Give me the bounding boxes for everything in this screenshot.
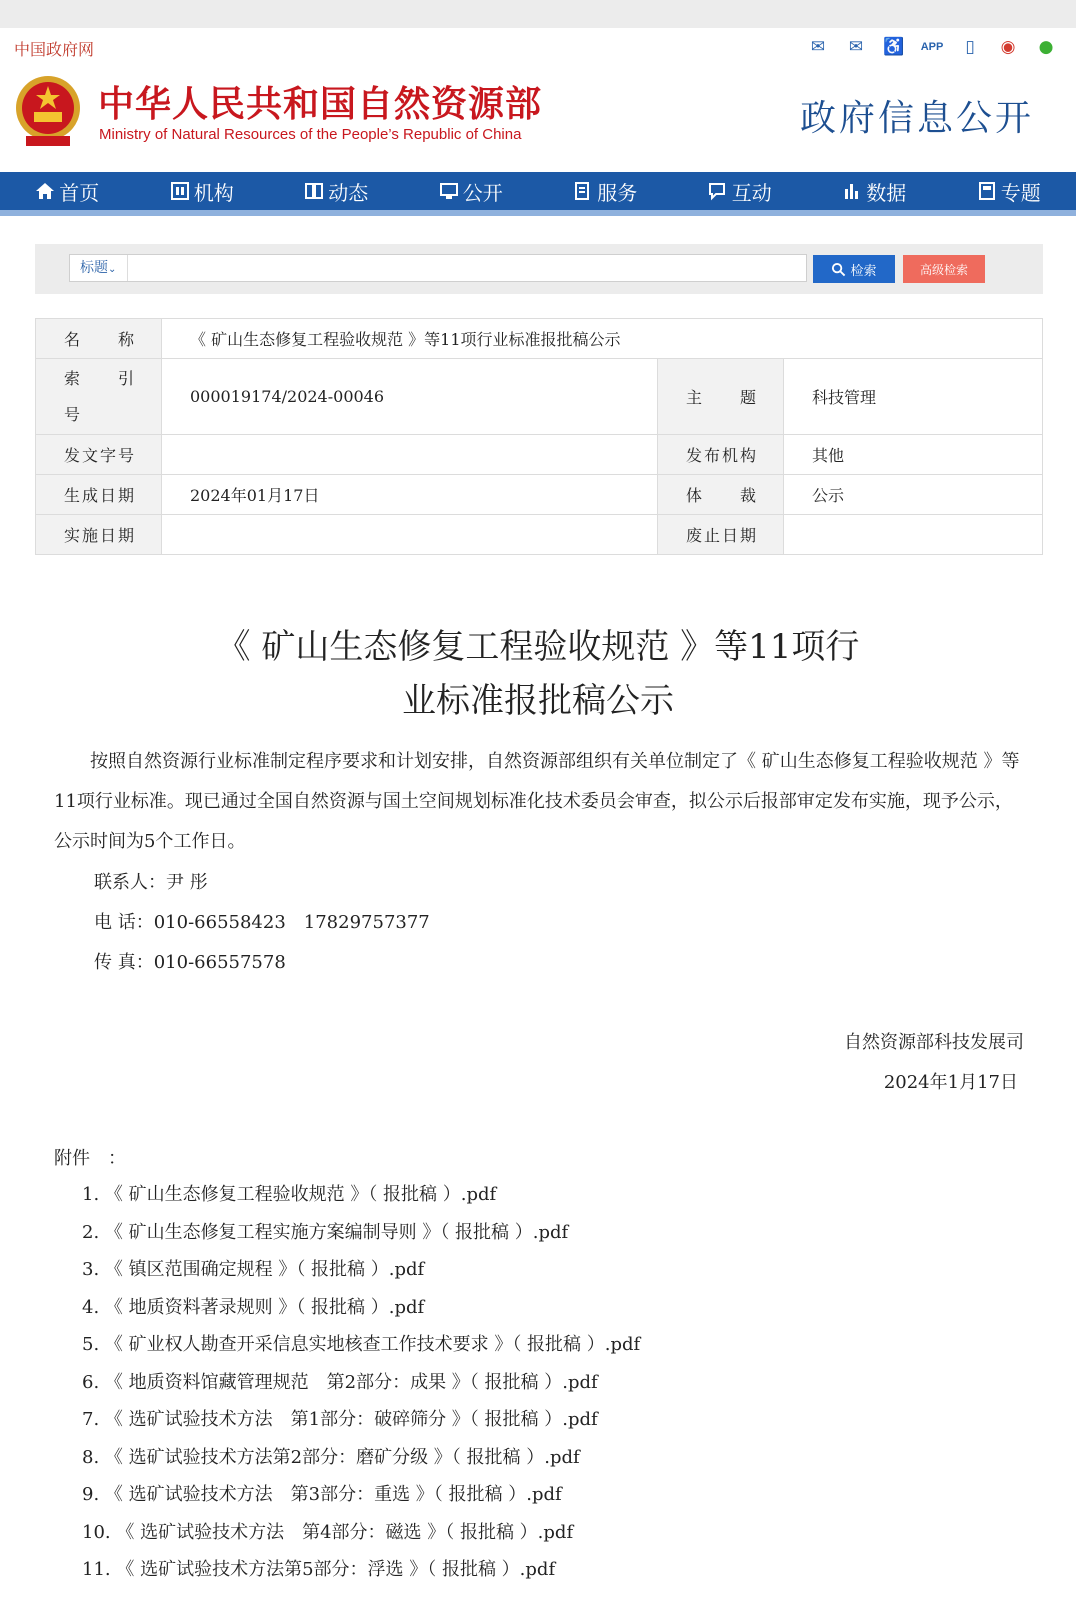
mail-icon[interactable]: ✉ bbox=[810, 37, 826, 57]
attachment-link[interactable]: 6. 《 地质资料馆藏管理规范 第2部分：成果 》（ 报批稿 ）.pdf bbox=[82, 1371, 598, 1393]
article-title-line1: 《 矿山生态修复工程验收规范 》等11项行 bbox=[216, 627, 860, 667]
site-header bbox=[0, 28, 1076, 172]
interact-icon bbox=[708, 181, 728, 201]
expire-value bbox=[784, 515, 1043, 555]
accessibility-icon[interactable]: ♿ bbox=[883, 37, 905, 57]
nav-item-service[interactable]: 服务 bbox=[538, 172, 673, 210]
contact-person: 联系人：尹 彤 bbox=[94, 872, 208, 893]
signing-organization: 自然资源部科技发展司 bbox=[844, 1032, 1024, 1053]
attachment-link[interactable]: 9. 《 选矿试验技术方法 第3部分：重选 》（ 报批稿 ）.pdf bbox=[82, 1484, 562, 1505]
weibo-icon[interactable]: ◉ bbox=[1000, 37, 1016, 57]
nav-item-interact[interactable]: 互动 bbox=[673, 172, 808, 210]
genre-label: 体 裁 bbox=[658, 475, 784, 515]
created-label: 生成日期 bbox=[36, 475, 162, 515]
attachment-link[interactable]: 2. 《 矿山生态修复工程实施方案编制导则 》（ 报批稿 ）.pdf bbox=[82, 1221, 569, 1243]
topic-label: 主 题 bbox=[658, 359, 784, 435]
document-metadata-table bbox=[35, 318, 1043, 555]
nav-item-org[interactable]: 机构 bbox=[135, 172, 270, 210]
topic-value: 科技管理 bbox=[784, 359, 1043, 435]
index-label: 索 引 号 bbox=[36, 359, 162, 435]
attachment-link[interactable]: 4. 《 地质资料著录规则 》（ 报批稿 ）.pdf bbox=[82, 1296, 425, 1318]
search-button[interactable]: 检索 bbox=[813, 255, 895, 283]
wechat-icon[interactable]: ● bbox=[1038, 37, 1054, 57]
ministry-name-en: Ministry of Natural Resources of the People’s Republic of China bbox=[99, 126, 522, 143]
service-icon bbox=[573, 181, 593, 201]
mobile-icon[interactable]: ▯ bbox=[965, 37, 975, 57]
attachment-link[interactable]: 1. 《 矿山生态修复工程验收规范 》（ 报批稿 ）.pdf bbox=[82, 1184, 497, 1205]
search-input[interactable] bbox=[130, 255, 806, 281]
nav-item-topic[interactable]: 专题 bbox=[942, 172, 1076, 210]
search-icon bbox=[831, 262, 846, 277]
attachment-link[interactable]: 8. 《 选矿试验技术方法第2部分：磨矿分级 》（ 报批稿 ）.pdf bbox=[82, 1446, 580, 1468]
attachment-list bbox=[82, 1176, 640, 1589]
header-icon-bar bbox=[806, 36, 1058, 58]
nav-item-data[interactable]: 数据 bbox=[807, 172, 942, 210]
created-value: 2024年01月17日 bbox=[162, 475, 658, 515]
name-value: 《 矿山生态修复工程验收规范 》等11项行业标准报批稿公示 bbox=[162, 319, 1043, 359]
nav-item-public[interactable]: 公开 bbox=[404, 172, 539, 210]
attachments-label: 附件 ： bbox=[54, 1148, 126, 1169]
top-strip bbox=[0, 0, 1076, 28]
attachment-link[interactable]: 10. 《 选矿试验技术方法 第4部分：磁选 》（ 报批稿 ）.pdf bbox=[82, 1521, 574, 1543]
article-body bbox=[54, 742, 1020, 862]
subscribe-mail-icon[interactable]: ✉ bbox=[848, 37, 864, 57]
expire-label: 废止日期 bbox=[658, 515, 784, 555]
attachment-link[interactable]: 7. 《 选矿试验技术方法 第1部分：破碎筛分 》（ 报批稿 ）.pdf bbox=[82, 1409, 598, 1430]
docnum-value bbox=[162, 435, 658, 475]
effective-label: 实施日期 bbox=[36, 515, 162, 555]
article-paragraph: 按照自然资源行业标准制定程序要求和计划安排，自然资源部组织有关单位制定了《 矿山生态修复工程验收规范 》等11项行业标准。现已通过全国自然资源与国土空间规划标准化技术委员会审查，拟公示后报部审定发布实施，现予公示，公示时间为5个工作日。 bbox=[54, 751, 1020, 852]
topic-icon bbox=[977, 181, 997, 201]
effective-value bbox=[162, 515, 658, 555]
article-title bbox=[0, 620, 1076, 728]
attachment-link[interactable]: 5. 《 矿业权人勘查开采信息实地核查工作技术要求 》（ 报批稿 ）.pdf bbox=[82, 1334, 641, 1355]
public-icon bbox=[439, 181, 459, 201]
nav-item-news[interactable]: 动态 bbox=[269, 172, 404, 210]
docnum-label: 发文字号 bbox=[36, 435, 162, 475]
section-title: 政府信息公开 bbox=[799, 98, 1034, 139]
signing-date: 2024年1月17日 bbox=[883, 1072, 1018, 1093]
search-box bbox=[69, 254, 807, 282]
contact-fax: 传 真：010-66557578 bbox=[94, 952, 286, 973]
attachment-link[interactable]: 3. 《 镇区范围确定规程 》（ 报批稿 ）.pdf bbox=[82, 1259, 425, 1280]
search-type-select[interactable]: 标题⌄ bbox=[70, 255, 128, 281]
app-icon[interactable]: APP bbox=[920, 41, 944, 53]
attachment-link[interactable]: 11. 《 选矿试验技术方法第5部分：浮选 》（ 报批稿 ）.pdf bbox=[82, 1559, 556, 1580]
index-value: 000019174/2024-00046 bbox=[162, 359, 658, 435]
gov-portal-link[interactable]: 中国政府网 bbox=[14, 40, 95, 59]
home-icon bbox=[35, 181, 55, 201]
chevron-down-icon: ⌄ bbox=[108, 264, 117, 275]
main-nav bbox=[0, 172, 1076, 216]
org-icon bbox=[170, 181, 190, 201]
article-title-line2: 业标准报批稿公示 bbox=[402, 681, 674, 721]
issuer-value: 其他 bbox=[784, 435, 1043, 475]
data-icon bbox=[842, 181, 862, 201]
advanced-search-button[interactable]: 高级检索 bbox=[903, 255, 985, 283]
ministry-name-cn: 中华人民共和国自然资源部 bbox=[98, 84, 543, 125]
issuer-label: 发布机构 bbox=[658, 435, 784, 475]
search-bar bbox=[35, 244, 1043, 294]
national-emblem-icon bbox=[12, 74, 84, 150]
news-icon bbox=[304, 181, 324, 201]
name-label: 名 称 bbox=[36, 319, 162, 359]
nav-item-home[interactable]: 首页 bbox=[0, 172, 135, 210]
genre-value: 公示 bbox=[784, 475, 1043, 515]
contact-phone: 电 话：010-66558423 17829757377 bbox=[94, 912, 430, 933]
